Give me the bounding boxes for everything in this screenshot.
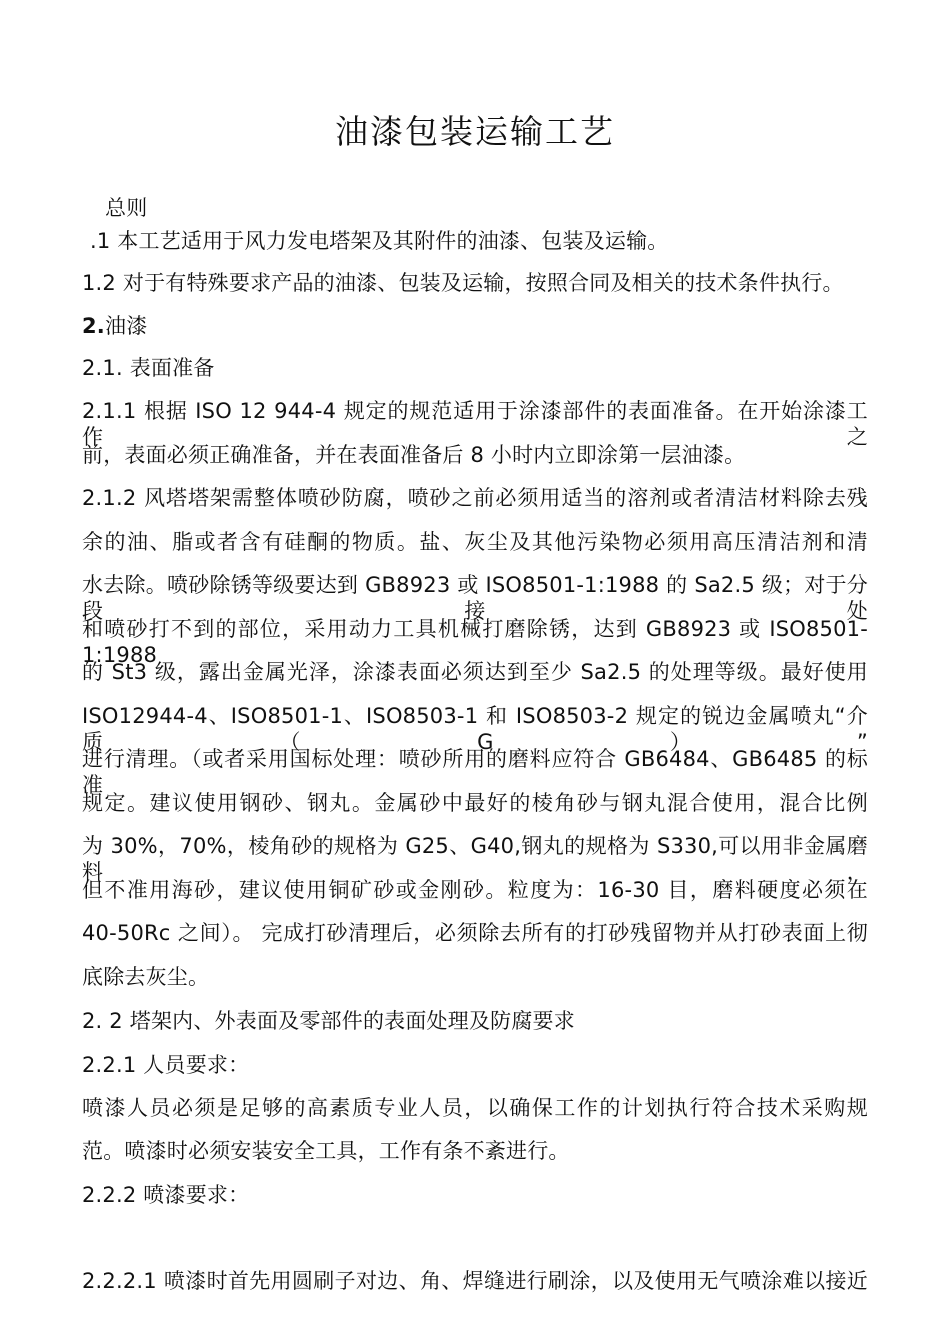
paragraph-line: 40-50Rc 之间）。 完成打砂清理后，必须除去所有的打砂残留物并从打砂表面上彻 bbox=[82, 921, 868, 945]
paragraph-line: 2.1.2 风塔塔架需整体喷砂防腐，喷砂之前必须用适当的溶剂或者清洁材料除去残 bbox=[82, 486, 868, 510]
paragraph-line: 的 St3 级，露出金属光泽，涂漆表面必须达到至少 Sa2.5 的处理等级。最好使用 bbox=[82, 660, 868, 684]
paragraph-line: 和喷砂打不到的部位，采用动力工具机械打磨除锈，达到 GB8923 或 ISO8501-1:1988 bbox=[82, 617, 868, 667]
paragraph-line: 底除去灰尘。 bbox=[82, 965, 210, 989]
paragraph-line: 2.1.1 根据 ISO 12 944-4 规定的规范适用于涂漆部件的表面准备。在开始涂漆工作之 bbox=[82, 399, 868, 449]
document-title: 油漆包装运输工艺 bbox=[335, 112, 615, 151]
section-number: 2. bbox=[82, 314, 105, 338]
paragraph-line: 但不准用海砂，建议使用铜矿砂或金刚砂。粒度为：16-30 目，磨料硬度必须在 bbox=[82, 878, 868, 902]
section-heading-label: 油漆 bbox=[105, 314, 148, 338]
paragraph-line: 1.2 对于有特殊要求产品的油漆、包装及运输，按照合同及相关的技术条件执行。 bbox=[82, 271, 844, 295]
paragraph-line: 余的油、脂或者含有硅酮的物质。盐、灰尘及其他污染物必须用高压清洁剂和清 bbox=[82, 530, 868, 554]
paragraph-line: 喷漆人员必须是足够的高素质专业人员，以确保工作的计划执行符合技术采购规 bbox=[82, 1096, 868, 1120]
paragraph-line: ISO12944-4、ISO8501-1、ISO8503-1 和 ISO8503-2 规定的锐边金属喷丸“介质（G）” bbox=[82, 704, 868, 754]
section-heading-painting bbox=[82, 313, 868, 339]
section-heading-general: 总则 bbox=[105, 196, 148, 220]
paragraph-line: .1 本工艺适用于风力发电塔架及其附件的油漆、包装及运输。 bbox=[90, 229, 669, 253]
paragraph-line: 进行清理。（或者采用国标处理：喷砂所用的磨料应符合 GB6484、GB6485 的标准 bbox=[82, 747, 868, 797]
paragraph-line: 前，表面必须正确准备，并在表面准备后 8 小时内立即涂第一层油漆。 bbox=[82, 443, 746, 467]
paragraph-line: 规定。建议使用钢砂、钢丸。金属砂中最好的棱角砂与钢丸混合使用，混合比例 bbox=[82, 791, 868, 815]
paragraph-line: 范。喷漆时必须安装安全工具，工作有条不紊进行。 bbox=[82, 1139, 570, 1163]
paragraph-line: 水去除。喷砂除锈等级要达到 GB8923 或 ISO8501-1:1988 的 Sa2.5 级；对于分段接处 bbox=[82, 573, 868, 623]
paragraph-line: 2.2.2.1 喷漆时首先用圆刷子对边、角、焊缝进行刷涂，以及使用无气喷涂难以接近 bbox=[82, 1269, 868, 1293]
subsection-heading: 2.2.2 喷漆要求： bbox=[82, 1183, 250, 1207]
subsection-heading: 2.2.1 人员要求： bbox=[82, 1053, 250, 1077]
subsection-heading: 2. 2 塔架内、外表面及零部件的表面处理及防腐要求 bbox=[82, 1009, 575, 1033]
subsection-heading: 2.1. 表面准备 bbox=[82, 356, 215, 380]
paragraph-line: 为 30%，70%，棱角砂的规格为 G25、G40,钢丸的规格为 S330,可以用非金属磨料， bbox=[82, 834, 868, 884]
